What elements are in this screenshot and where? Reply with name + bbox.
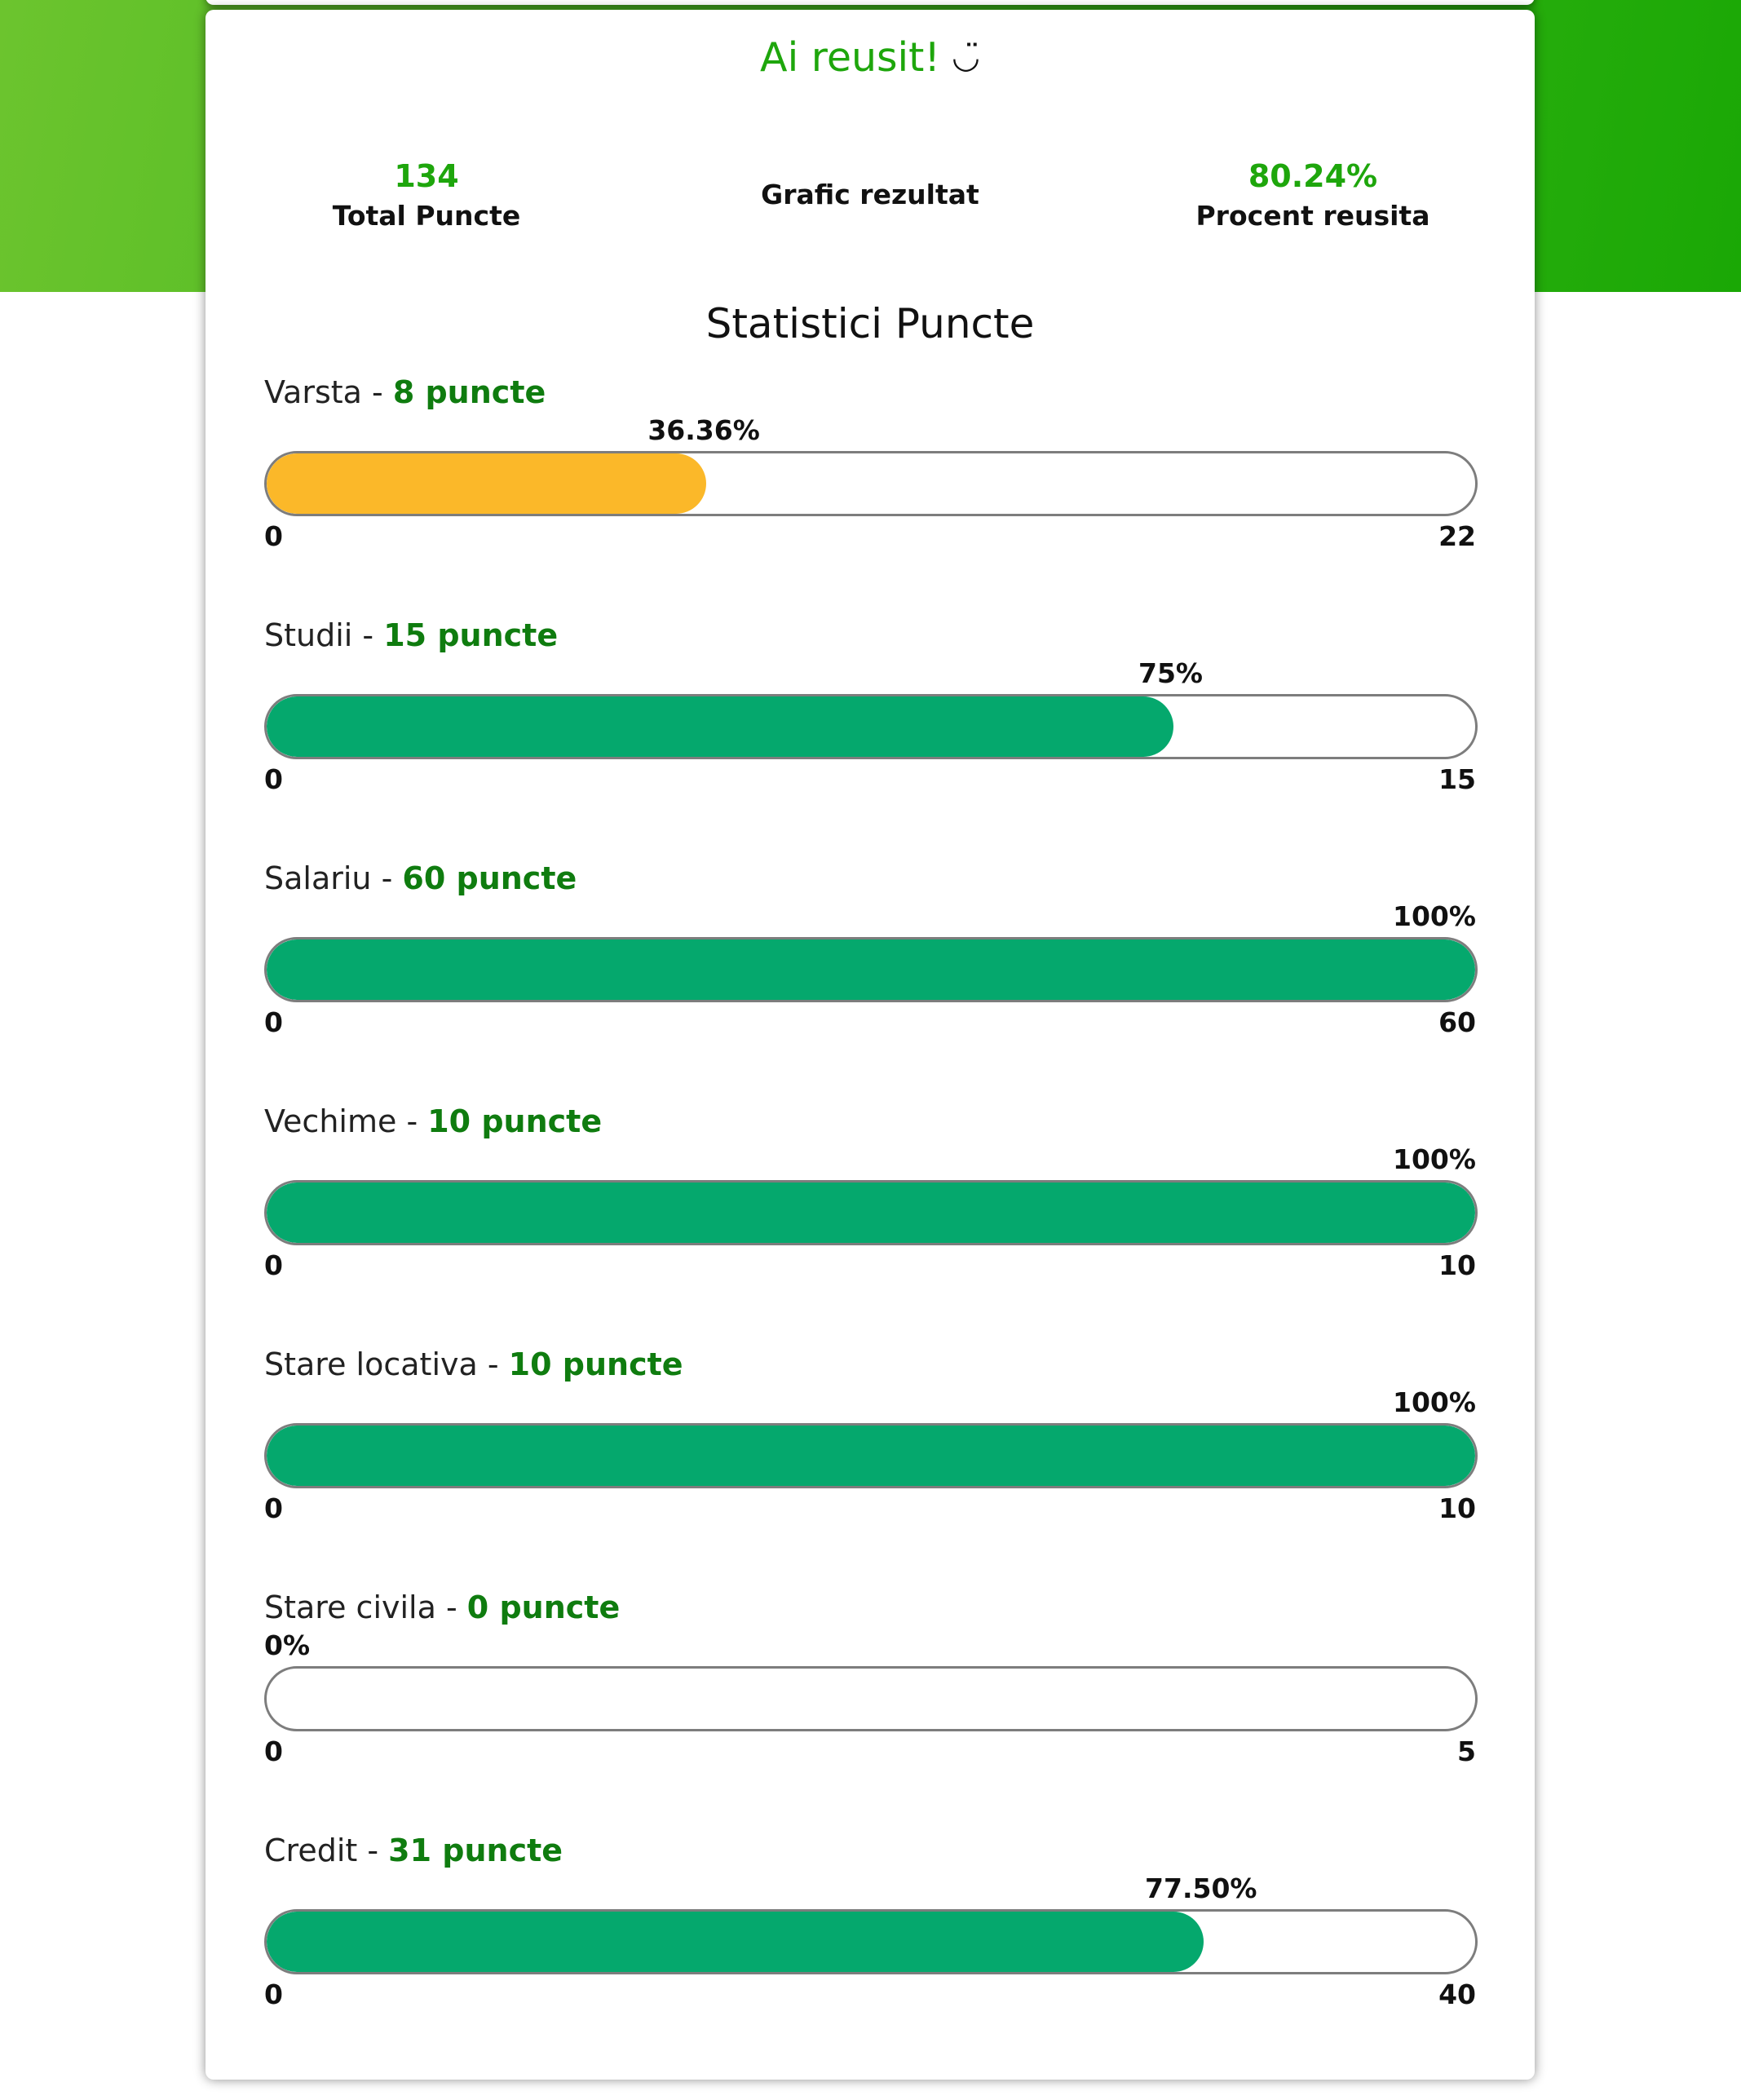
scale-min-label: 0	[264, 1492, 283, 1524]
stat-percent-label: 100%	[1393, 1143, 1476, 1175]
stat-row-credit	[264, 1829, 1476, 2058]
scale-min-label: 0	[264, 1978, 283, 2010]
stat-percent-label: 100%	[1393, 900, 1476, 932]
stat-points: 0 puncte	[466, 1589, 621, 1625]
stat-label	[264, 1586, 620, 1629]
progress-track	[264, 937, 1478, 1002]
stat-points: 60 puncte	[402, 860, 577, 896]
scale-max-label: 60	[1438, 1006, 1476, 1038]
scale-min-label: 0	[264, 1249, 283, 1281]
progress-track	[264, 694, 1478, 759]
stat-points: 8 puncte	[392, 374, 546, 410]
stat-row-stare-locativa	[264, 1343, 1476, 1572]
stat-separator: -	[352, 617, 384, 653]
stat-name: Credit	[264, 1833, 358, 1868]
result-title: Ai reusit!	[760, 34, 941, 81]
stat-row-varsta	[264, 371, 1476, 599]
scale-max-label: 10	[1438, 1492, 1476, 1524]
stat-name: Stare civila	[264, 1589, 436, 1625]
stat-percent-label: 100%	[1393, 1386, 1476, 1418]
scale-min-label: 0	[264, 1735, 283, 1767]
progress-fill	[267, 1912, 1204, 1972]
stat-separator: -	[477, 1346, 509, 1382]
stat-row-stare-civila	[264, 1586, 1476, 1815]
stat-separator: -	[361, 374, 393, 410]
stat-percent-label: 36.36%	[647, 414, 760, 446]
stat-name: Vechime	[264, 1103, 397, 1139]
results-card	[205, 10, 1535, 2080]
section-title: Statistici Puncte	[705, 300, 1035, 347]
progress-fill	[267, 939, 1475, 1000]
progress-track	[264, 451, 1478, 516]
previous-card-edge	[205, 0, 1535, 5]
total-points-value: 134	[394, 158, 459, 194]
progress-track	[264, 1423, 1478, 1488]
success-percent-summary	[1125, 155, 1500, 235]
total-points-label: Total Puncte	[332, 200, 521, 232]
stat-percent-label: 0%	[264, 1629, 311, 1661]
progress-track	[264, 1180, 1478, 1245]
result-chart-link[interactable]	[683, 176, 1058, 214]
stat-label	[264, 614, 558, 657]
progress-track	[264, 1909, 1478, 1974]
stat-row-vechime	[264, 1100, 1476, 1329]
scale-max-label: 22	[1438, 520, 1476, 552]
progress-fill	[267, 1183, 1475, 1243]
stat-separator: -	[396, 1103, 428, 1139]
stat-label	[264, 1100, 602, 1143]
stat-separator: -	[435, 1589, 467, 1625]
progress-fill	[267, 696, 1173, 757]
stat-percent-label: 77.50%	[1145, 1872, 1257, 1904]
stat-label	[264, 371, 546, 413]
stat-label	[264, 857, 577, 900]
stat-name: Studii	[264, 617, 353, 653]
stat-points: 31 puncte	[388, 1833, 563, 1868]
stat-label	[264, 1829, 563, 1872]
success-percent-value: 80.24%	[1248, 158, 1378, 194]
scale-min-label: 0	[264, 520, 283, 552]
result-chart-label: Grafic rezultat	[761, 179, 979, 210]
stat-name: Varsta	[264, 374, 362, 410]
stat-separator: -	[357, 1833, 389, 1868]
total-points-summary	[239, 155, 614, 235]
scale-min-label: 0	[264, 1006, 283, 1038]
progress-track	[264, 1666, 1478, 1731]
scale-max-label: 40	[1438, 1978, 1476, 2010]
scale-min-label: 0	[264, 763, 283, 795]
progress-fill	[267, 1426, 1475, 1486]
stat-name: Salariu	[264, 860, 372, 896]
stat-row-salariu	[264, 857, 1476, 1085]
scale-max-label: 10	[1438, 1249, 1476, 1281]
stat-points: 15 puncte	[383, 617, 559, 653]
smiley-icon: ◡̈	[952, 38, 980, 76]
stat-separator: -	[371, 860, 403, 896]
stat-points: 10 puncte	[427, 1103, 603, 1139]
stat-points: 10 puncte	[508, 1346, 683, 1382]
success-percent-label: Procent reusita	[1195, 200, 1430, 232]
scale-max-label: 5	[1457, 1735, 1476, 1767]
stat-label	[264, 1343, 683, 1386]
stat-name: Stare locativa	[264, 1346, 478, 1382]
stat-percent-label: 75%	[1138, 657, 1203, 689]
progress-fill	[267, 453, 706, 514]
result-headline	[205, 29, 1535, 89]
scale-max-label: 15	[1438, 763, 1476, 795]
stat-row-studii	[264, 614, 1476, 842]
